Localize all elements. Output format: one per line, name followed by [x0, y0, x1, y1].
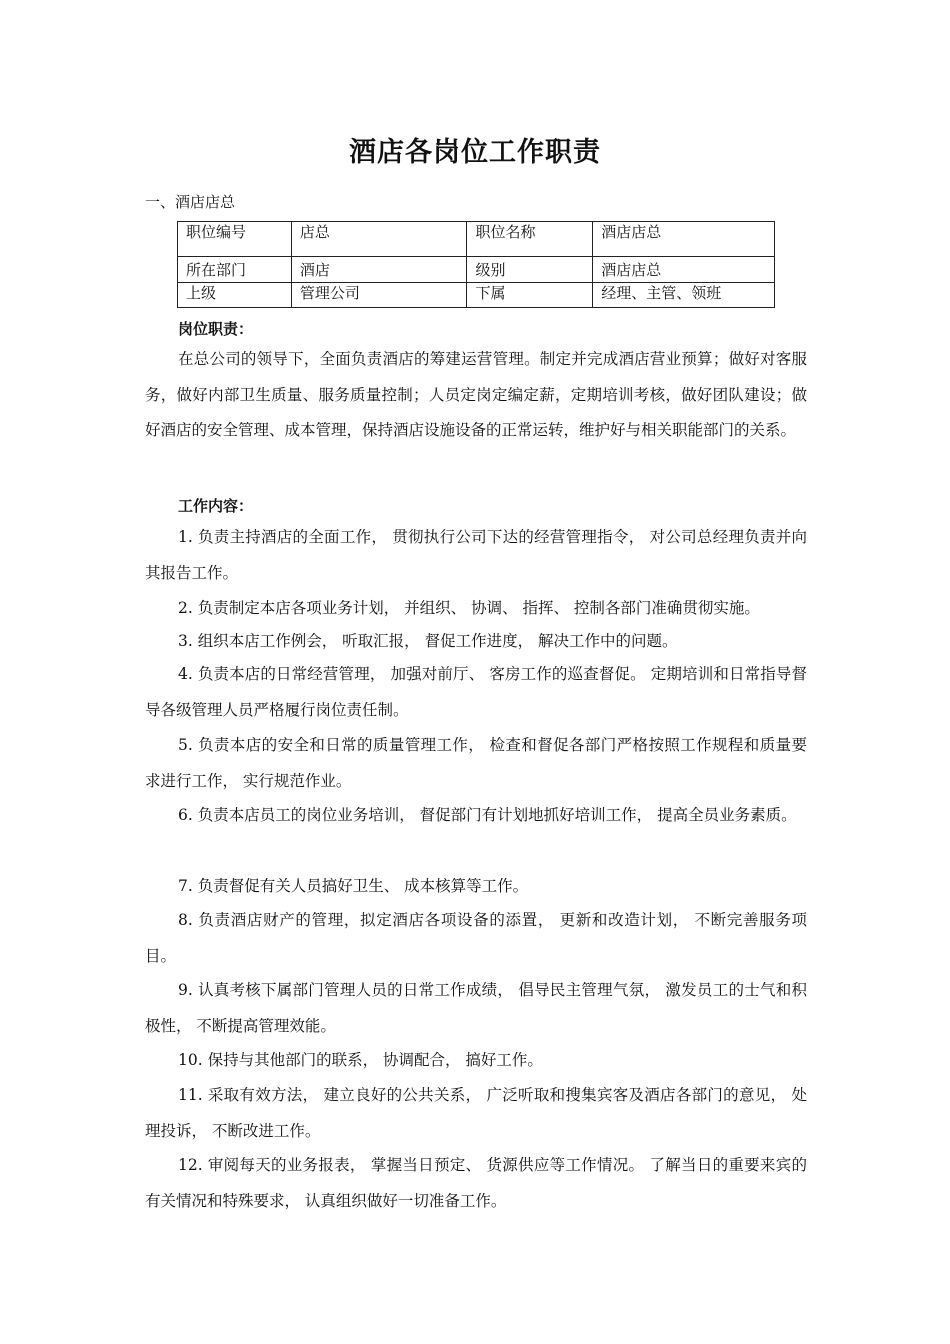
table-row — [178, 283, 775, 308]
duties-heading: 岗位职责： — [178, 320, 254, 338]
section-heading: 一、酒店店总 — [145, 193, 236, 211]
table-row — [178, 222, 775, 257]
table-cell-value: 酒店店总 — [593, 222, 775, 257]
work-item-12: 12. 审阅每天的业务报表， 掌握当日预定、 货源供应等工作情况。 了解当日的重要来宾的有关情况和特殊要求， 认真组织做好一切准备工作。 — [145, 1156, 807, 1210]
work-item-4: 4. 负责本店的日常经营管理， 加强对前厅、 客房工作的巡查督促。 定期培训和日常指导督导各级管理人员严格履行岗位责任制。 — [145, 665, 807, 719]
table-cell-value: 酒店 — [291, 257, 467, 283]
table-row — [178, 257, 775, 283]
work-item-9: 9. 认真考核下属部门管理人员的日常工作成绩， 倡导民主管理气氛， 激发员工的士气和积极性， 不断提高管理效能。 — [145, 981, 807, 1035]
work-item-1: 1. 负责主持酒店的全面工作， 贯彻执行公司下达的经营管理指令， 对公司总经理负责并向其报告工作。 — [145, 528, 807, 582]
duties-paragraph: 在总公司的领导下，全面负责酒店的筹建运营管理。制定并完成酒店营业预算；做好对客服务，做好内部卫生质量、服务质量控制；人员定岗定编定薪，定期培训考核，做好团队建设；做好酒店的安全管理、成本管理，保持酒店设施设备的正常运转，维护好与相关职能部门的关系。 — [145, 350, 807, 439]
work-item-7: 7. 负责督促有关人员搞好卫生、 成本核算等工作。 — [178, 877, 529, 895]
table-cell-value: 酒店店总 — [593, 257, 775, 283]
work-item-8: 8. 负责酒店财产的管理，拟定酒店各项设备的添置， 更新和改造计划， 不断完善服务项目。 — [145, 911, 807, 965]
work-item-3: 3. 组织本店工作例会， 听取汇报， 督促工作进度， 解决工作中的问题。 — [178, 632, 678, 650]
table-cell-label: 级别 — [467, 257, 593, 283]
work-item-11: 11. 采取有效方法， 建立良好的公共关系， 广泛听取和搜集宾客及酒店各部门的意见， 处理投诉， 不断改进工作。 — [145, 1086, 807, 1140]
table-cell-value: 店总 — [291, 222, 467, 257]
work-item-2: 2. 负责制定本店各项业务计划， 并组织、 协调、 指挥、 控制各部门准确贯彻实施。 — [178, 599, 760, 617]
document-title: 酒店各岗位工作职责 — [349, 137, 601, 168]
table-cell-value: 经理、主管、领班 — [593, 283, 775, 308]
table-cell-label: 职位名称 — [467, 222, 593, 257]
table-cell-label: 所在部门 — [178, 257, 292, 283]
work-item-5: 5. 负责本店的安全和日常的质量管理工作， 检查和督促各部门严格按照工作规程和质量要求进行工作， 实行规范作业。 — [145, 736, 807, 790]
work-item-10: 10. 保持与其他部门的联系， 协调配合， 搞好工作。 — [178, 1051, 543, 1069]
table-cell-value: 管理公司 — [291, 283, 467, 308]
table-cell-label: 上级 — [178, 283, 292, 308]
position-info-table — [177, 221, 775, 308]
work-item-6: 6. 负责本店员工的岗位业务培训， 督促部门有计划地抓好培训工作， 提高全员业务素质。 — [178, 806, 797, 824]
work-content-heading: 工作内容： — [178, 497, 254, 515]
table-cell-label: 职位编号 — [178, 222, 292, 257]
table-cell-label: 下属 — [467, 283, 593, 308]
